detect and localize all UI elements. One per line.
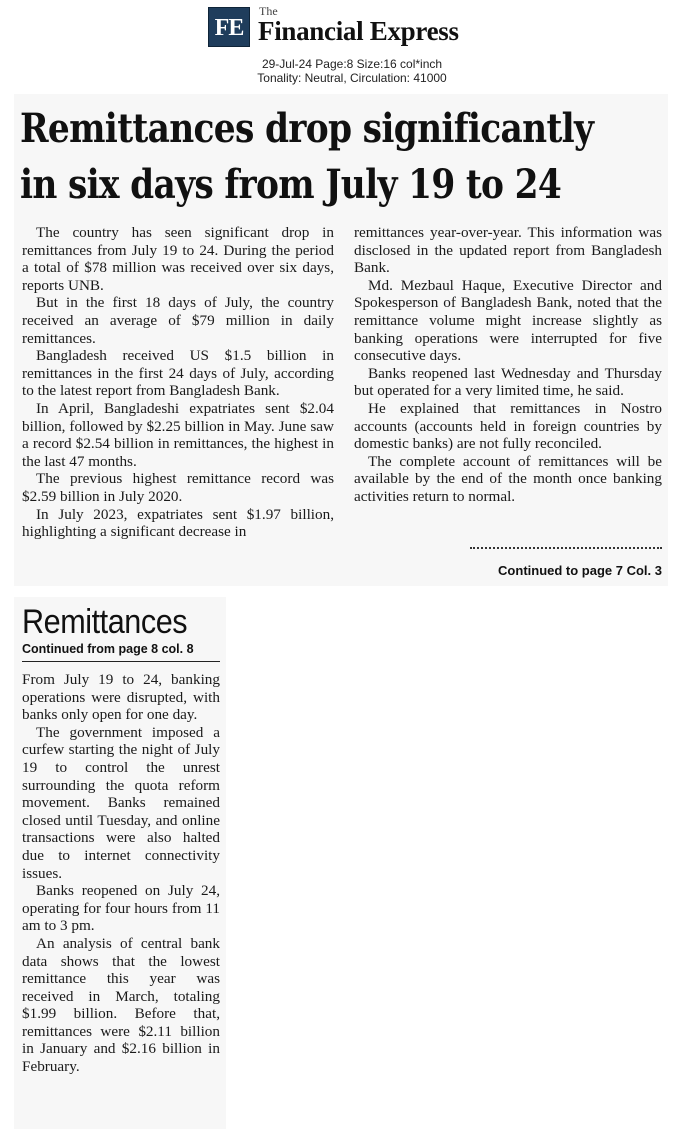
paragraph: In April, Bangladeshi expatriates sent $2.04 billion, followed by $2.25 billion in May. June saw a record $2.54 billion in remittances, the highest in the last 47 months. <box>22 399 334 470</box>
paragraph: The country has seen significant drop in remittances from July 19 to 24. During the period a total of $78 million was received over six days, reports UNB. <box>22 224 334 294</box>
headline-line-2: in six days from July 19 to 24 <box>20 161 562 208</box>
paragraph: remittances year-over-year. This information was disclosed in the updated report from Bangladesh Bank. <box>354 224 662 277</box>
masthead-name: Financial Express <box>258 16 459 46</box>
clipping-meta-line1: 29-Jul-24 Page:8 Size:16 col*inch <box>261 57 443 71</box>
masthead-the: The <box>259 4 278 18</box>
paragraph: But in the first 18 days of July, the country received an average of $79 million in daily remittances. <box>22 294 334 347</box>
article-column-1 <box>22 224 334 541</box>
paragraph: The complete account of remittances will be available by the end of the month once banking activities return to normal. <box>354 452 662 505</box>
headline-line-1: Remittances drop significantly <box>20 105 594 152</box>
paragraph: Banks reopened on July 24, operating for four hours from 11 am to 3 pm. <box>22 882 220 935</box>
paragraph: Banks reopened last Wednesday and Thursday but operated for a very limited time, he said. <box>354 364 662 400</box>
article-headline <box>20 101 594 213</box>
continuation-column <box>22 671 220 1076</box>
article-column-2 <box>354 224 662 506</box>
continuation-title: Remittances <box>22 603 188 641</box>
paragraph: An analysis of central bank data shows that the lowest remittance this year was received in March, totaling $1.99 billion. Before that, remittances were $2.11 billion in January and $2.16 billion in February. <box>22 934 220 1076</box>
continuation-subtitle: Continued from page 8 col. 8 <box>22 642 194 656</box>
paragraph: Bangladesh received US $1.5 billion in remittances in the first 24 days of July, according to the latest report from Bangladesh Bank. <box>22 347 334 400</box>
paragraph: The government imposed a curfew starting the night of July 19 to control the unrest surrounding the quota reform movement. Banks remained closed until Tuesday, and online transactions were also halted due to internet connectivity issues. <box>22 723 220 882</box>
clipping-meta-line2: Tonality: Neutral, Circulation: 41000 <box>257 71 447 85</box>
continued-to-note: Continued to page 7 Col. 3 <box>498 563 662 578</box>
paragraph: Md. Mezbaul Haque, Executive Director and Spokesperson of Bangladesh Bank, noted that the remittance volume might increase slightly as banking operations were interrupted for five consecutive days. <box>354 276 662 365</box>
title-rule <box>22 661 220 662</box>
paragraph: From July 19 to 24, banking operations were disrupted, with banks only open for one day. <box>22 671 220 724</box>
paragraph: The previous highest remittance record was $2.59 billion in July 2020. <box>22 470 334 505</box>
paragraph: He explained that remittances in Nostro accounts (accounts held in foreign countries by domestic banks) are not fully reconciled. <box>354 399 662 453</box>
paragraph: In July 2023, expatriates sent $1.97 billion, highlighting a significant decrease in <box>22 505 334 541</box>
dotted-divider <box>470 547 662 549</box>
logo-icon: FE <box>208 7 250 47</box>
